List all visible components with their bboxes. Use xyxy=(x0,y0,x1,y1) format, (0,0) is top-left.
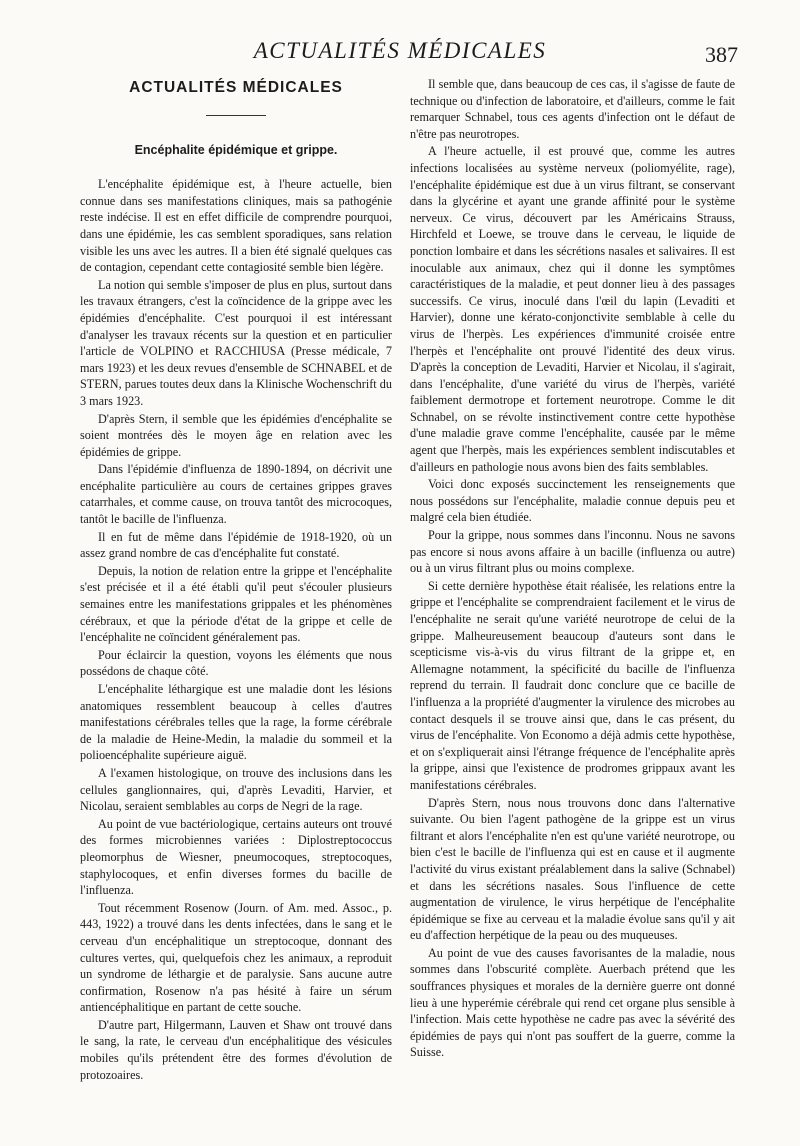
section-title: ACTUALITÉS MÉDICALES xyxy=(129,79,343,96)
paragraph: Si cette dernière hypothèse était réalisée, les relations entre la grippe et l'encéphalite se comprendraient facilement et le virus de l'encéphalite ne serait qu'une variété neurotrope de celui de la grippe. Malheureusement beaucoup d'auteurs sont dans le scepticisme vis-à-vis du virus filtrant de la grippe et, en Allemagne notamment, la spécificité du bacille de l'influenza reprend du terrain. Il faudrait donc conclure que ce bacille de l'influenza a la propriété d'augmenter la virulence des microbes au contact desquels il se trouve ainsi que, dans le cas présent, du virus de l'encéphalite. Von Economo a déjà admis cette hypothèse, et on s'expliquerait ainsi l'étrange fréquence de l'encéphalite après la grippe, ainsi que l'existence de prodromes grippaux avant les manifestations cérébrales. xyxy=(410,578,735,792)
paragraph: Depuis, la notion de relation entre la grippe et l'encéphalite s'est précisée et il a été établi qu'il peut s'écouler plusieurs semaines entre les manifestations grippales et les phénomènes cérébraux, et que la période d'état de la grippe et celle de l'encéphalite ne coïncident généralement pas. xyxy=(80,563,392,645)
paragraph: Au point de vue des causes favorisantes de la maladie, nous sommes dans l'obscurité complète. Auerbach prétend que les souffrances physiques et morales de la dernière guerre ont donné lieu à une hyperémie cérébrale qui rend cet organe plus sensible à l'infection. Mais cette hypothèse ne cadre pas avec la sévérité des épidémies de pays qui n'ont pas souffert de la guerre, comme la Suisse. xyxy=(410,945,735,1060)
right-column xyxy=(410,76,735,1062)
paragraph: L'encéphalite épidémique est, à l'heure actuelle, bien connue dans ses manifestations cliniques, mais sa pathogénie reste indécise. Il est en effet difficile de comprendre pourquoi, dans une épidémie, les cas semblent sporadiques, sans relation visible les uns avec les autres. Il a bien été signalé quelques cas de contagion, cependant cette contagiosité semble bien légère. xyxy=(80,177,392,275)
running-header: ACTUALITÉS MÉDICALES xyxy=(253,38,547,63)
paragraph: A l'examen histologique, on trouve des inclusions dans les cellules ganglionnaires, qui, d'après Levaditi, Harvier, et Nicolau, seraient semblables au corps de Negri de la rage. xyxy=(80,765,392,814)
title-rule xyxy=(206,115,266,116)
paragraph: La notion qui semble s'imposer de plus en plus, surtout dans les travaux étrangers, c'est la coïncidence de la grippe avec les épidémies d'encéphalite. C'est pourquoi il est intéressant d'analyser les travaux récents sur la question et en particulier l'article de VOLPINO et RACCHIUSA (Presse médicale, 7 mars 1923) et les deux revues d'ensemble de SCHNABEL et de STERN, parues toutes deux dans la Klinische Wochenschrift du 3 mars 1923. xyxy=(80,277,392,408)
paragraph: L'encéphalite léthargique est une maladie dont les lésions anatomiques ressemblent beaucoup à celles d'autres manifestations cérébrales telles que la rage, la forme cérébrale de la maladie de Heine-Medin, la maladie du sommeil et la polioencéphalite supérieure aiguë. xyxy=(80,682,392,763)
paragraph: A l'heure actuelle, il est prouvé que, comme les autres infections localisées au système nerveux (poliomyélite, rage), l'encéphalite épidémique est due à un virus filtrant, se conservant dans la glycérine et ayant une grande affinité pour le système nerveux. Ce virus, découvert par les Américains Strauss, Hirchfeld et Loewe, se trouve dans le cerveau, le liquide de ponction lombaire et dans les sécrétions nasales et salivaires. Il est inoculable aux animaux, chez qui il donne les symptômes caractéristiques de la maladie, et peut donner lieu à des passages successifs. Ce virus, inoculé dans l'œil du lapin (Levaditi et Harvier), donne une kérato-conjonctivite semblable à celle du virus de l'herpès. Les expériences d'immunité croisée entre l'herpès et l'encéphalite ont prouvé l'identité des deux virus. D'après la conception de Levaditi, Harvier et Nicolau, il s'agirait, dans l'encéphalite, d'une variété du virus de l'herpès, variété faiblement dermotrope et fortement neurotrope. Comme le dit Schnabel, on se révolte instinctivement contre cette hypothèse d'une maladie grave comme l'encéphalite, causée par le même agent que l'herpès, mais les expériences semblent indiscutables et d'ailleurs en pathologie nous avons bien des faits semblables. xyxy=(410,144,735,474)
paragraph: Voici donc exposés succinctement les renseignements que nous possédons sur l'encéphalite, maladie connue depuis peu et malgré cela bien étudiée. xyxy=(410,477,735,525)
paragraph: Au point de vue bactériologique, certains auteurs ont trouvé des formes microbiennes variées : Diplostreptococcus pleomorphus de Wiesner, pneumocoques, streptocoques, staphylocoques, et enfin diverses formes du bacille de l'influenza. xyxy=(80,816,392,898)
paragraph: D'après Stern, nous nous trouvons donc dans l'alternative suivante. Ou bien l'agent pathogène de la grippe est un virus filtrant et alors l'encéphalite n'en est qu'une variété neurotrope, ou bien c'est le bacille de l'influenza qui est en cause et il augmente l'activité du virus existant préalablement dans la salive (Schnabel) et dans les sécrétions nasales. Sous l'influence de cette augmentation de virulence, le virus herpétique de l'encéphalite épidémique se fixe au cerveau et la maladie évolue sans qu'il y ait eu d'affection herpétique de la peau ou des muqueuses. xyxy=(410,795,735,943)
page-number: 387 xyxy=(705,42,738,67)
paragraph: D'autre part, Hilgermann, Lauven et Shaw ont trouvé dans le sang, la rate, le cerveau d'un encéphalitique des vésicules mobiles qu'ils prétendent être des formes d'évolution de protozoaires. xyxy=(80,1017,392,1082)
paragraph: Dans l'épidémie d'influenza de 1890-1894, on décrivit une encéphalite particulière au cours de certaines grippes graves catarrhales, et comme cause, on trouva tantôt des microcoques, tantôt le bacille de l'influenza. xyxy=(80,462,392,527)
article-subtitle: Encéphalite épidémique et grippe. xyxy=(134,142,338,157)
paragraph: Pour la grippe, nous sommes dans l'inconnu. Nous ne savons pas encore si nous avons affaire à un bacille (influenza ou autre) ou à un virus filtrant plus ou moins complexe. xyxy=(410,528,735,576)
left-column xyxy=(80,76,392,1084)
paragraph: D'après Stern, il semble que les épidémies d'encéphalite se soient montrées dès le moyen âge en relation avec les épidémies de grippe. xyxy=(80,411,392,459)
paragraph: Il semble que, dans beaucoup de ces cas, il s'agisse de faute de technique ou d'infection de laboratoire, et d'ailleurs, comme le fait remarquer Schnabel, tous ces agents d'infection ont le défaut de n'être pas neurotropes. xyxy=(410,77,735,141)
paragraph: Pour éclaircir la question, voyons les éléments que nous possédons de chaque côté. xyxy=(80,647,392,679)
paragraph: Il en fut de même dans l'épidémie de 1918-1920, où un assez grand nombre de cas d'encéphalite fut constaté. xyxy=(80,529,392,561)
paragraph: Tout récemment Rosenow (Journ. of Am. med. Assoc., p. 443, 1922) a trouvé dans les dents infectées, dans le sang et le cerveau d'un encéphalitique un streptocoque, donnant des cultures vertes, qui, quelquefois chez les animaux, a reproduit un syndrome de léthargie et de paralysie. Sans aucune autre confirmation, Rosenow n'a pas hésité à faire un sérum antiencéphalitique en partant de cette souche. xyxy=(80,900,392,1015)
